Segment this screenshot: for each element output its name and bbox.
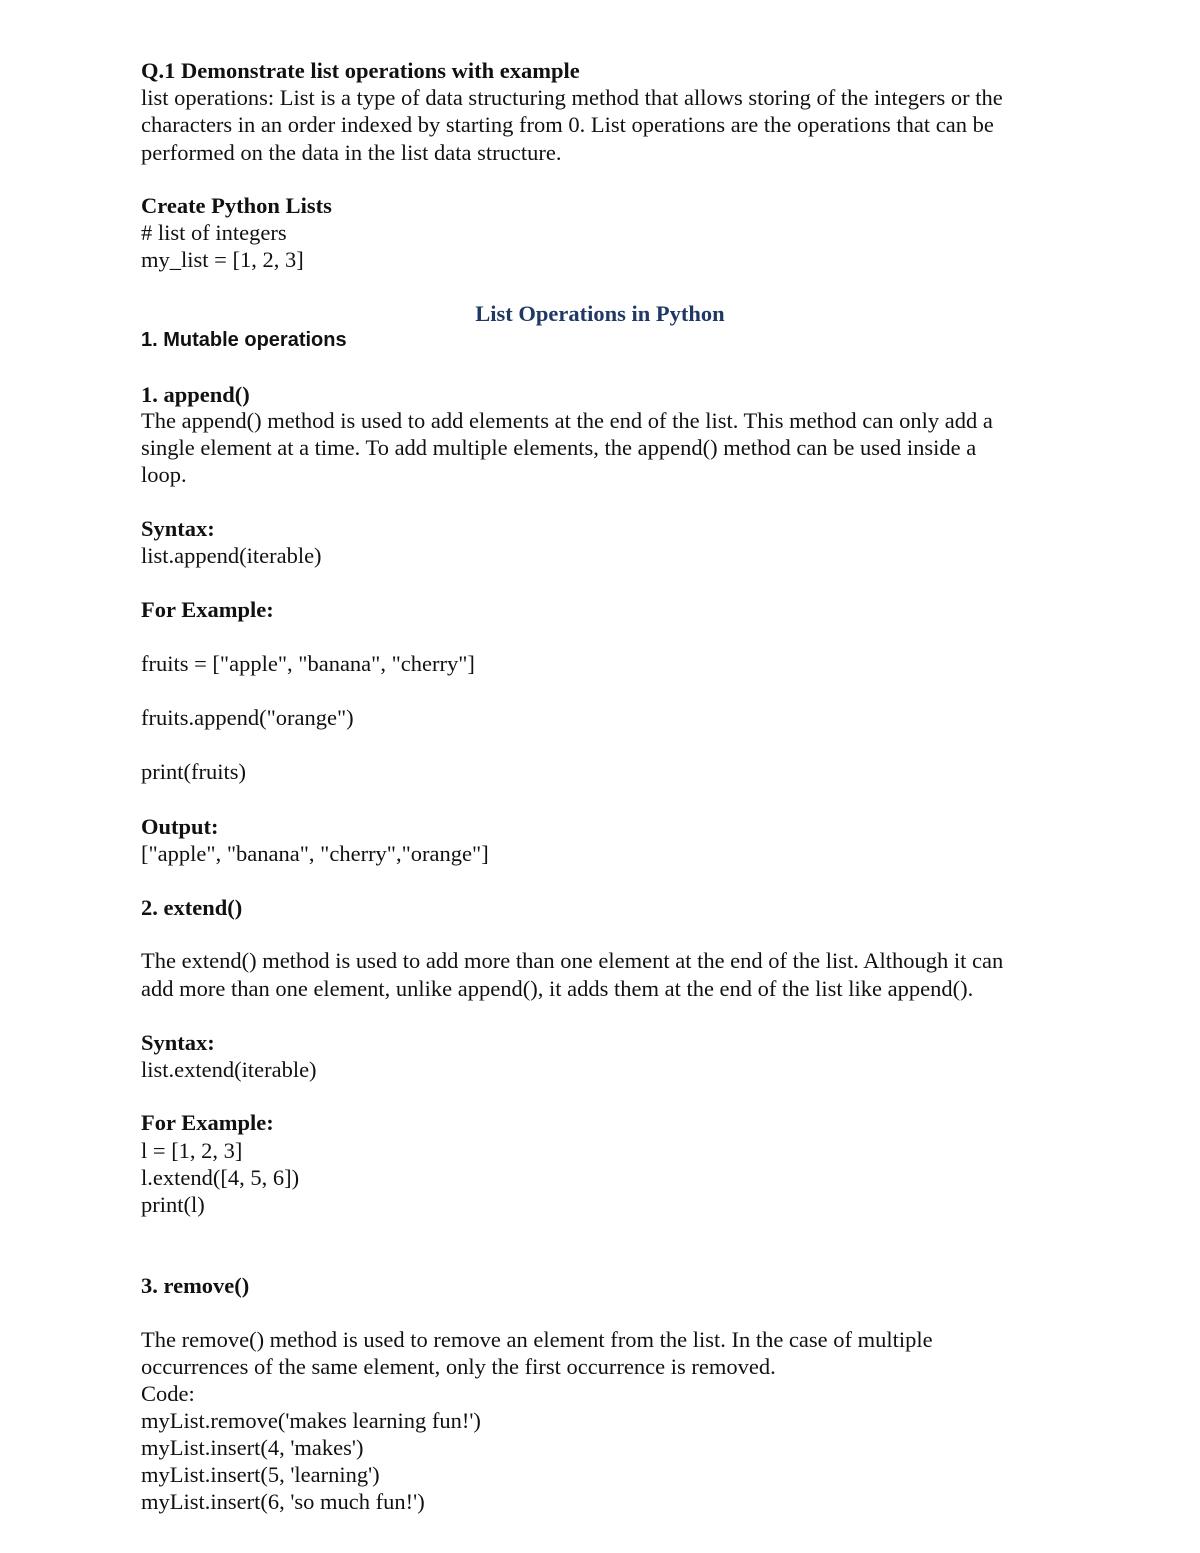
remove-code-line-1: myList.remove('makes learning fun!'): [141, 1408, 481, 1433]
intro-line-3: performed on the data in the list data structure.: [141, 140, 562, 165]
create-code-line-2: my_list = [1, 2, 3]: [141, 247, 304, 272]
append-output-label: Output:: [141, 814, 219, 839]
remove-code-line-3: myList.insert(5, 'learning'): [141, 1462, 380, 1487]
append-desc-line-3: loop.: [141, 462, 187, 487]
remove-desc-line-2: occurrences of the same element, only the first occurrence is removed.: [141, 1354, 776, 1379]
intro-line-2: characters in an order indexed by starting from 0. List operations are the operations that can be: [141, 112, 994, 137]
create-code-line-1: # list of integers: [141, 220, 287, 245]
remove-code-line-4: myList.insert(6, 'so much fun!'): [141, 1489, 425, 1514]
extend-syntax: list.extend(iterable): [141, 1057, 317, 1082]
remove-desc-line-1: The remove() method is used to remove an element from the list. In the case of multiple: [141, 1327, 933, 1352]
intro-line-1: list operations: List is a type of data structuring method that allows storing of the integers or the: [141, 85, 1003, 110]
list-operations-heading: List Operations in Python: [475, 301, 725, 326]
remove-heading: 3. remove(): [141, 1273, 250, 1298]
append-example-line-3: print(fruits): [141, 759, 246, 784]
extend-syntax-label: Syntax:: [141, 1030, 215, 1055]
append-example-line-2: fruits.append("orange"): [141, 705, 354, 730]
extend-example-label: For Example:: [141, 1110, 274, 1135]
create-heading: Create Python Lists: [141, 193, 332, 218]
extend-heading: 2. extend(): [141, 895, 243, 920]
append-example-line-1: fruits = ["apple", "banana", "cherry"]: [141, 651, 475, 676]
extend-example-line-3: print(l): [141, 1192, 205, 1217]
remove-code-line-2: myList.insert(4, 'makes'): [141, 1435, 364, 1460]
append-desc-line-2: single element at a time. To add multiple elements, the append() method can be used inside a: [141, 435, 977, 460]
question-title: Q.1 Demonstrate list operations with example: [141, 58, 580, 83]
remove-code-label: Code:: [141, 1381, 195, 1406]
extend-desc-line-1: The extend() method is used to add more than one element at the end of the list. Although it can: [141, 948, 1004, 973]
mutable-operations-heading: 1. Mutable operations: [141, 329, 347, 351]
append-syntax: list.append(iterable): [141, 543, 322, 568]
append-desc-line-1: The append() method is used to add elements at the end of the list. This method can only add a: [141, 408, 993, 433]
append-heading: 1. append(): [141, 382, 250, 407]
extend-example-line-1: l = [1, 2, 3]: [141, 1138, 243, 1163]
append-output: ["apple", "banana", "cherry","orange"]: [141, 841, 489, 866]
append-syntax-label: Syntax:: [141, 516, 215, 541]
extend-desc-line-2: add more than one element, unlike append(), it adds them at the end of the list like append().: [141, 976, 974, 1001]
extend-example-line-2: l.extend([4, 5, 6]): [141, 1165, 300, 1190]
append-example-label: For Example:: [141, 597, 274, 622]
